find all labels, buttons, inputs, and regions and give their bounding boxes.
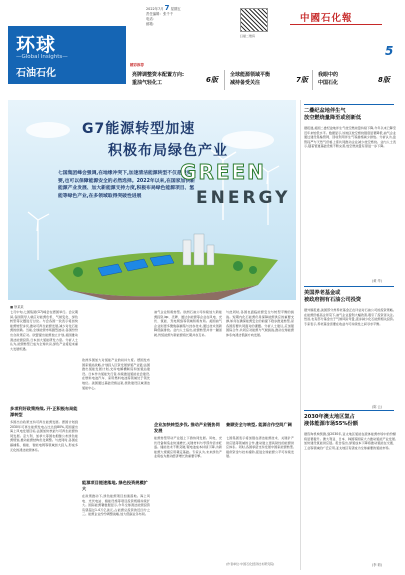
sidebar-story-1-title <box>304 108 396 122</box>
sidebar-story-2-title <box>304 290 396 304</box>
energy-word-art: ENERGY <box>196 188 291 208</box>
subhead-1: 多项利好政策持续, 开·正积极布局能源转型 <box>10 406 78 417</box>
byline: ■ 徐某某 <box>10 305 24 309</box>
nav-divider <box>224 70 225 90</box>
author-note: (作者单位:中国石化经济技术研究院) <box>226 562 275 566</box>
headline-line2: 积极布局绿色产业 <box>108 143 228 159</box>
green-word-art: GREEN <box>180 160 266 184</box>
issue-meta <box>146 6 236 27</box>
sidebar-story-3-title <box>304 414 396 428</box>
email-line: 邮箱： <box>146 22 157 26</box>
story-1-title-line1: 二叠纪盆地伴生气 <box>304 108 346 114</box>
nav-divider <box>312 70 313 90</box>
nav-item-3-line1: 我眼中的 <box>318 72 339 78</box>
story-3-title-line1: 2030年澳太地区氢占 <box>304 414 355 420</box>
nav-item-2[interactable] <box>230 71 270 87</box>
nav-item-3-line2: 中国石化 <box>318 80 339 86</box>
subhead-4: 兼顾安全与转型, 能源合作空间广阔 <box>226 422 292 427</box>
lead-paragraph: 七国集团峰会强调,在地缘冲突下,加速清洁能源转型不仅是现实需要,也可以保障能源安全的必然选择。2022年以来,在国家加快新能源产业发展、加大新能源支持力度,积极布局绿色能源项目、氢能等绿色产业,在多领域取得突破性进展 <box>58 171 196 199</box>
issue-weekday: 星期五 <box>170 7 181 11</box>
story-divider <box>304 104 394 105</box>
nav-item-1-line1: 亮牌调整资本配置方向: <box>132 72 185 78</box>
nav-item-2-line2: 减持备受关注 <box>230 80 261 86</box>
cloud-icon <box>26 122 70 138</box>
subhead-2: 能源项目提速落地, 绿色投资规模扩大 <box>82 480 148 491</box>
article-column-2b: 在政策推动下,绿色能源项目加速落地。海上风电、光伏电站、储能设施等项目投资规模持续扩大。国际能源署数据显示,今年全球清洁能源投资有望超过1.4万亿美元,占能源总投资的近四分之三。能源企业纷纷调整战略,加大低碳业务布局。 <box>82 494 150 517</box>
story-3-title-line2: 液体能源市场55%份额 <box>304 421 358 427</box>
nav-item-2-page: 7版 <box>296 76 308 84</box>
article-column-1b: 多国出台政策支持可再生能源发展。德国计划到2030年可再生能源发电占比达到80%,英国提出海上风电发展目标,法国加快核能与可再生能源协同发展。意大利、加拿大等国也相继公布绿色能源规划,推动能源结构优化调整。与此同时,各国在碳捕集、储能、智能电网等领域加大投入,形成多元化的清洁能源体系。 <box>10 420 78 452</box>
sidebar-story-3-source: (李 莉) <box>372 563 382 567</box>
phone-line: 电话： <box>146 17 157 21</box>
article-column-2: 欧洲多国加大对氢能产业的扶持力度。德国发布国家氢能战略,计划投入巨资发展绿氢产业链;法国推出氢能发展计划,支持电解槽制造和加氢站建设。日本作为氢能先行者,持续推进氢能社会建设,在燃料电池汽车、家用燃料电池等领域处于领先地位。美国通过基础设施法案,拨款建设区域清洁氢能中心。 <box>82 358 150 390</box>
section-subtitle-en: —Global Insights— <box>16 54 68 60</box>
issue-date: 2022年7月 <box>146 7 164 11</box>
cloud-icon <box>222 131 274 149</box>
sidebar-story-2-body: 据外媒报道,美国部分州养老基金正在评估对石油公司的投资策略。在能源价格高企背景下,油气企业盈利大幅改善,吸引了投资者关注。然而,也有部分基金出于气候风险考量,逐步减少化石能源相关投资。专家表示,养老基金需要在收益与可持续性之间寻求平衡。 <box>304 308 396 326</box>
sidebar-story-3-body: 据咨询机构预测,到2030年,亚太地区氢能在液体能源市场中的份额将显著提升。澳大利亚、日本、韩国等国家大力推动氢能产业发展,加快建设氢能供应链。报告指出,绿氢成本下降将推动氢能在交通、工业等领域的广泛应用,亚太地区有望成为全球重要的氢能市场。 <box>304 432 396 450</box>
nav-item-3-page: 8版 <box>378 76 390 84</box>
editor-line: 责任编辑：张千千 <box>146 12 174 16</box>
logo-divider <box>290 24 382 25</box>
article-column-1: 七月中旬,七国集团(G7)峰会在德国举行。会议期间,各国领导人就应对能源危机、气候变化、绿色转型等议题进行讨论。与会各国一致表示将加快能源转型步伐,推动可再生能源发展,减少对化石能源的依赖。当前,全球能源市场剧烈波动,各国纷纷出台政策应对。欧盟提出能源独立计划,美国推动清洁能源投资,日本加大氢能研发力度。分析人士认为,能源转型已成为全球共识,绿色产业将迎来重大发展机遇。 <box>10 310 78 351</box>
page-number: 5 <box>385 44 394 58</box>
story-2-title-line2: 被政府拥有石油公司投资 <box>304 297 362 303</box>
section-subtitle: 石油石化 <box>16 68 56 79</box>
paper-logo: 中國石化報 <box>300 13 353 24</box>
nav-item-1-page: 6版 <box>206 76 218 84</box>
article-column-3: 油气企业积极转型。欧洲石油公司持续加大新能源投资,bp、壳牌、道达尔能源等企业在风电、光伏、氢能、充电网络等领域积极布局。美国油气企业则更多聚焦碳捕集与封存技术,通过技术创新降低碳排放。业内人士指出,能源转型并非一蹴而就,传统能源与新能源将长期并存互补。 <box>154 310 222 337</box>
article-column-4: 与此同时,各国也面临能源安全与转型平衡的挑战。短期内化石能源仍是保障能源供应的重要支撑,如何在确保能源安全的前提下稳步推进转型,是各国需要共同面对的课题。分析人士建议,应加强国际合作,共同应对能源与气候挑战,推动全球能源体系向清洁低碳方向发展。 <box>226 310 294 337</box>
section-title: 环球 <box>16 34 57 56</box>
nav-item-1[interactable] <box>132 71 184 87</box>
story-divider <box>304 286 394 287</box>
story-1-title-line2: 放空燃烧量降至或创新低 <box>304 115 362 121</box>
subhead-3: 企业加快转型步伐, 推动产业链协同发展 <box>154 422 220 433</box>
nav-item-3[interactable] <box>318 71 338 87</box>
sidebar-story-2-source: (陈 云) <box>372 405 382 409</box>
headline-line1: G7能源转型加速 <box>82 121 196 137</box>
sidebar-story-1-source: (黄 华) <box>372 279 382 283</box>
nav-item-2-line1: 全球能源领域平衡 <box>230 72 271 78</box>
recommend-tag: 精彩推荐 <box>130 63 144 67</box>
qr-code-icon <box>240 8 268 32</box>
story-2-title-line1: 美国养老基金或 <box>304 290 341 296</box>
issue-day: 7 <box>164 4 170 12</box>
article-column-3b: 能源转型带动产业链上下游协同发展。风电、光伏设备制造业快速增长,关键材料与零部件需求旺盛。储能技术不断突破,锂电池成本持续下降,为新能源大规模应用奠定基础。专家认为,未来绿色产业将成为推动经济增长的重要引擎。 <box>154 436 222 459</box>
sidebar-story-1-body: 据报道,美国二叠纪盆地伴生气放空燃烧量持续下降,今年以来已降至近年来较低水平。数据显示,该地区放空燃烧强度显著降低,油气企业通过建设集输管网、回收利用伴生气等措施减少排放。分析认为,监管趋严与天然气价格上涨共同推动企业减少放空燃烧。业内人士表示,随着管道基础设施不断完善,放空燃烧量有望进一步下降。 <box>304 126 396 149</box>
article-column-4b: 七国集团表示将加强在清洁能源技术、关键矿产供应链等领域的合作,推动建立更具韧性的能源供应体系。同时,各国承诺支持发展中国家能源转型,提供资金与技术援助,促进全球能源公平可持续发展。 <box>226 436 294 459</box>
story-divider <box>304 410 394 411</box>
nav-item-1-line2: 重油气轻化工 <box>132 80 163 86</box>
qr-label: 扫描二维码 <box>240 34 256 38</box>
